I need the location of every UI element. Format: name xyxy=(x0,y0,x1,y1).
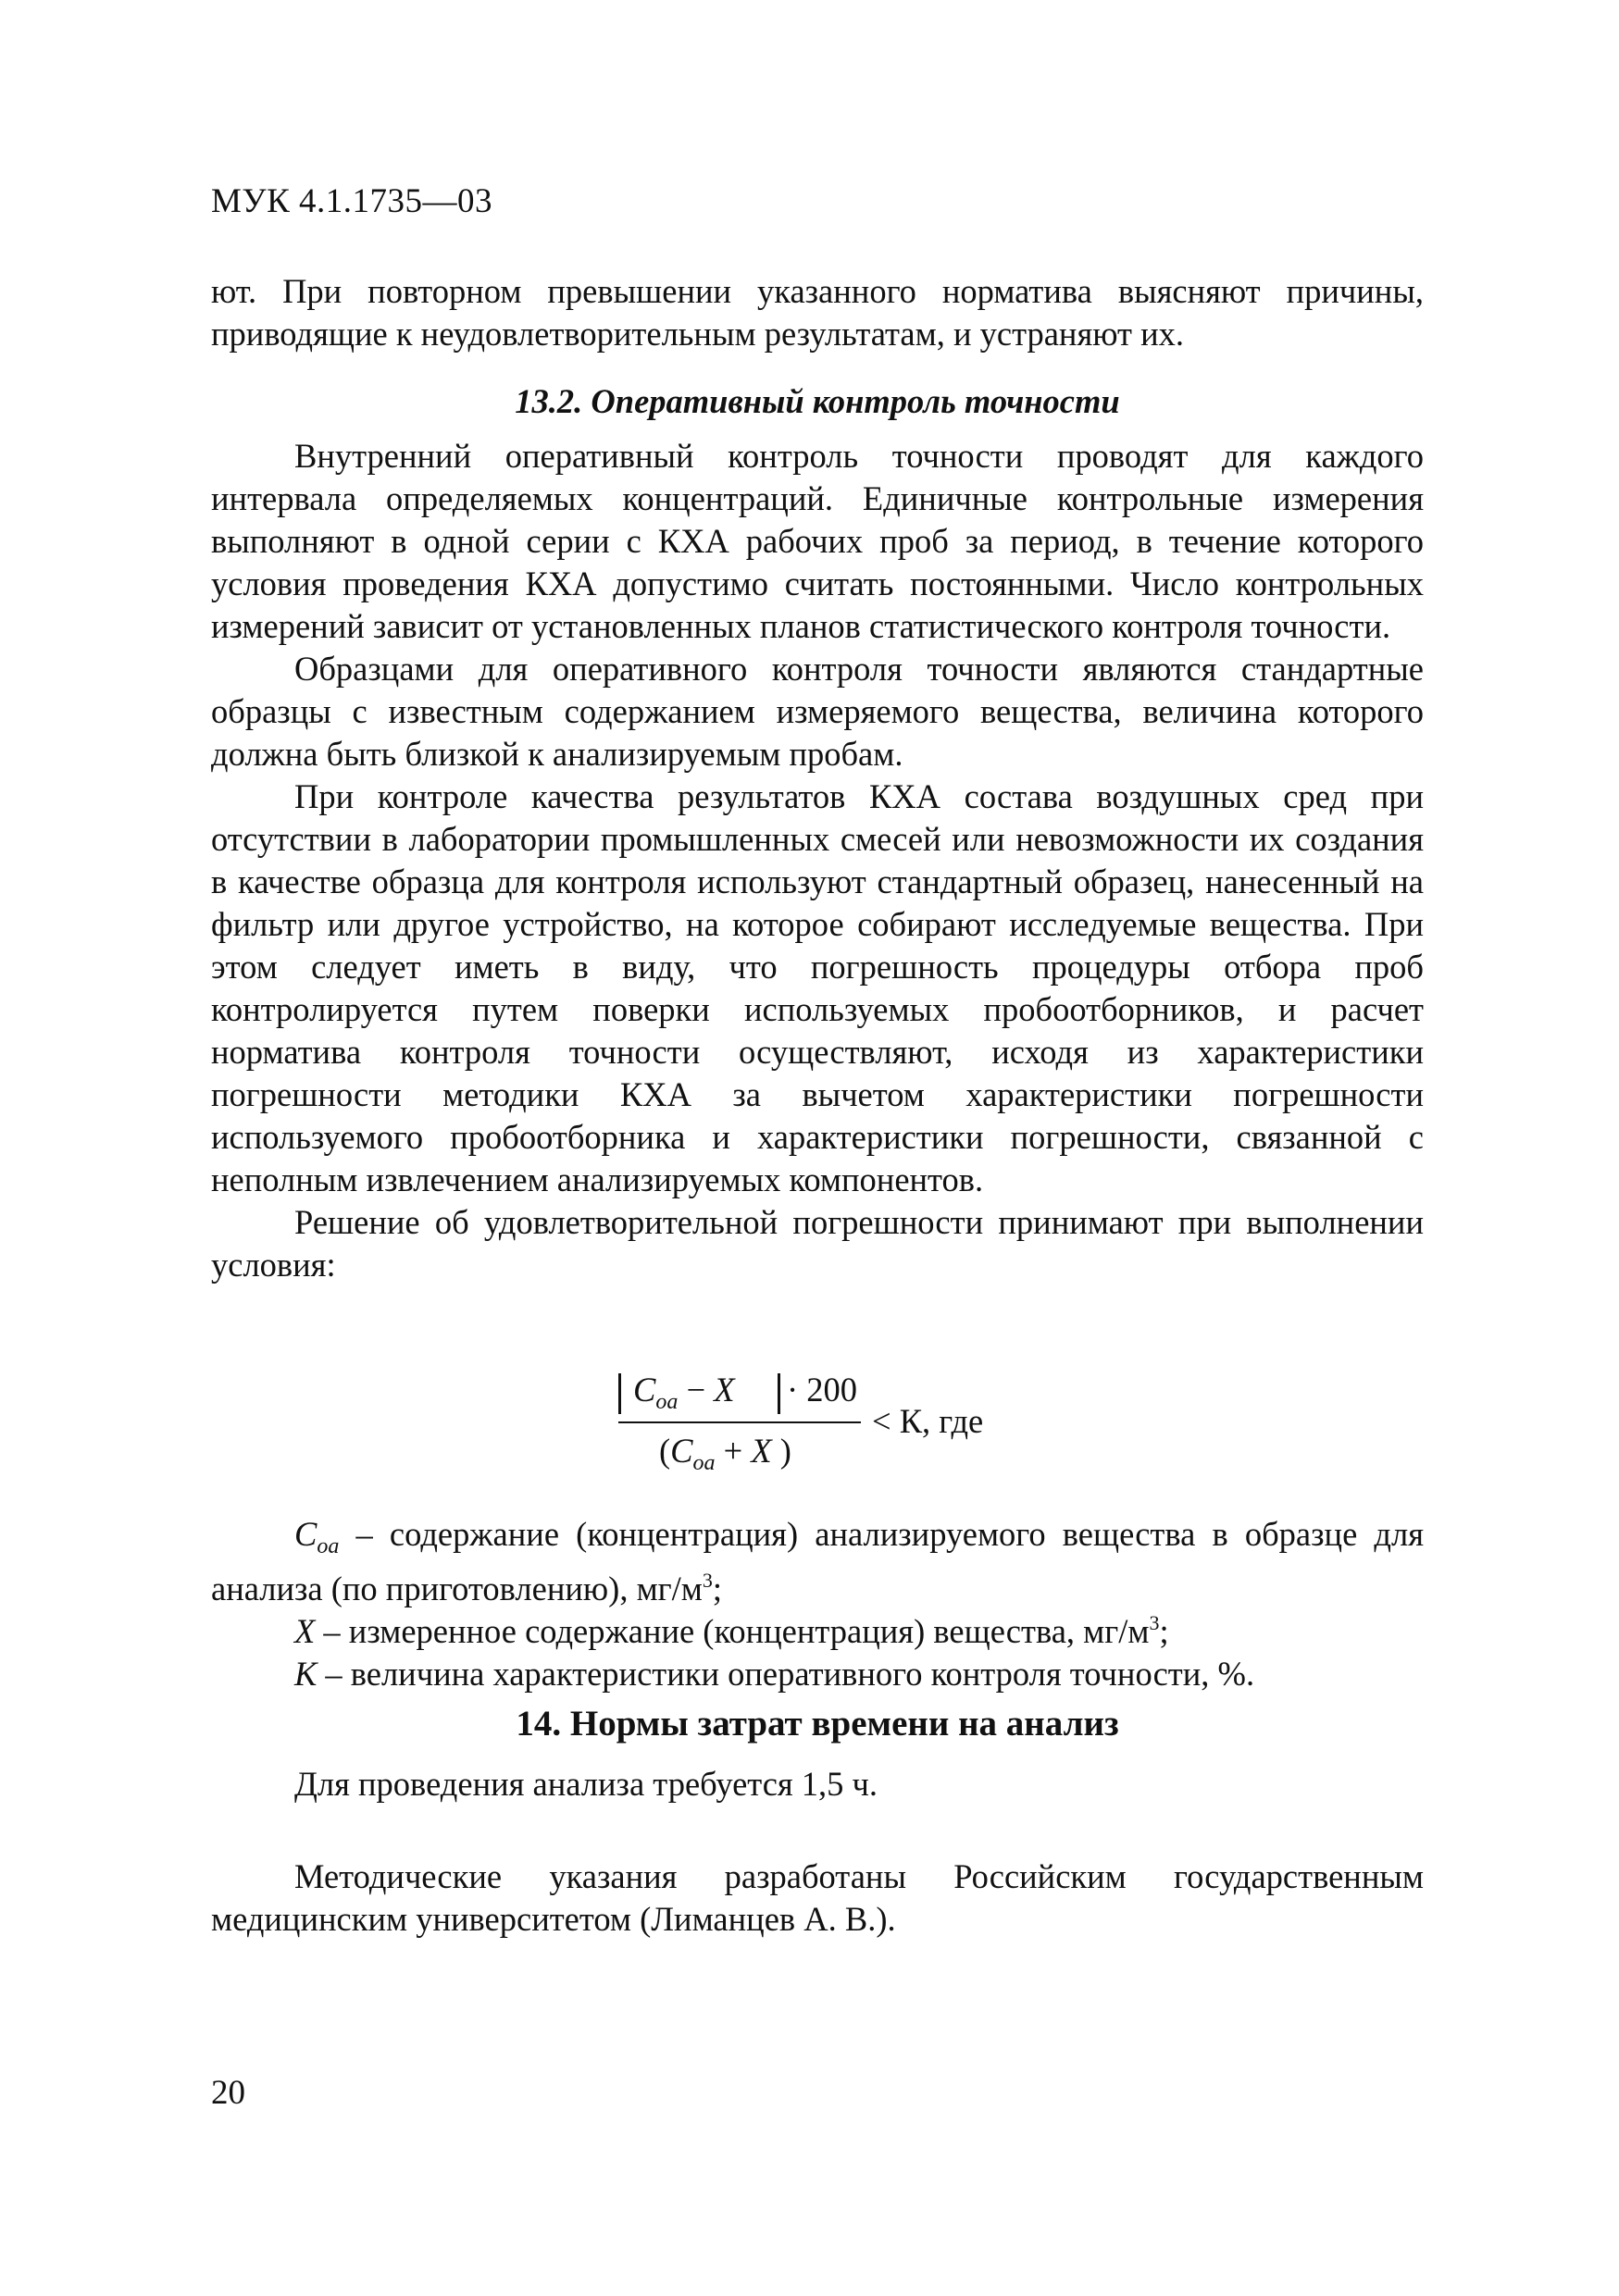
definition-k xyxy=(211,1653,1424,1695)
def-coa-tail: ; xyxy=(712,1570,723,1607)
accuracy-formula xyxy=(611,1370,1074,1499)
continued-paragraph: ют. При повторном превышении указанного норматива выясняют причины, приводящие к неудовлетворительным результатам, и устраняют их. xyxy=(211,272,1424,353)
fraction-line xyxy=(618,1421,861,1423)
definition-coa xyxy=(211,1513,1424,1610)
page-number: 20 xyxy=(211,2074,245,2112)
formula-den-c-symbol: C xyxy=(670,1432,693,1470)
def-coa-text: – содержание (концентрация) анализируемого вещества в образце для анализа (по приготовлению), мг/м xyxy=(211,1515,1424,1607)
section-14-title: 14. Нормы затрат времени на анализ xyxy=(516,1704,1119,1744)
definition-x xyxy=(211,1610,1424,1653)
formula-plus: + xyxy=(723,1432,743,1470)
def-x-tail: ; xyxy=(1159,1612,1169,1650)
formula-times-200: · 200 xyxy=(787,1371,858,1409)
paragraph-reference-samples: Образцами для оперативного контроля точности являются стандартные образцы с известным содержанием измеряемого вещества, величина которого должна быть близкой к анализируемым пробам. xyxy=(211,650,1424,773)
formula-den-x-symbol: X xyxy=(751,1432,772,1470)
subsection-title: 13.2. Оперативный контроль точности xyxy=(515,382,1120,420)
formula-den-c-subscript: оа xyxy=(692,1451,716,1475)
abs-bar-right xyxy=(778,1373,780,1414)
formula-c-symbol: C xyxy=(633,1371,656,1409)
formula-rhs: < К, где xyxy=(872,1402,984,1440)
paragraph-condition: Решение об удовлетворительной погрешности принимают при выполнении условия: xyxy=(211,1203,1424,1284)
def-k-symbol: К xyxy=(294,1655,318,1693)
def-x-symbol: X xyxy=(294,1612,316,1650)
formula-numerator xyxy=(633,1370,735,1416)
formula-minus: − xyxy=(686,1371,706,1409)
abs-bar-left xyxy=(618,1373,621,1414)
def-coa-subscript: оа xyxy=(317,1534,340,1558)
def-coa-sup: 3 xyxy=(702,1569,713,1592)
credits-block xyxy=(211,1855,1424,1941)
document-code-header: МУК 4.1.1735—03 xyxy=(211,182,493,220)
formula-c-subscript: оа xyxy=(655,1390,679,1414)
paragraph-internal-control: Внутренний оперативный контроль точности проводят для каждого интервала определяемых концентраций. Единичные контрольные измерения выполняют в одной серии с КХА рабочих проб за период, в течение которого условия проведения КХА допустимо считать постоянными. Число контрольных измерений зависит от установленных планов статистического контроля точности. xyxy=(211,437,1424,645)
def-x-text: – измеренное содержание (концентрация) вещества, мг/м xyxy=(315,1612,1150,1650)
formula-open-paren: ( xyxy=(659,1432,671,1470)
formula-definitions xyxy=(211,1513,1424,1695)
def-k-text: – величина характеристики оперативного контроля точности, %. xyxy=(317,1655,1255,1693)
main-text-block xyxy=(211,435,1424,1286)
formula-x-symbol: X xyxy=(714,1371,735,1409)
def-x-sup: 3 xyxy=(1149,1611,1160,1634)
paragraph-air-analysis: При контроле качества результатов КХА состава воздушных сред при отсутствии в лаборатории промышленных смесей или невозможности их создания в качестве образца для контроля используют стандартный образец, нанесенный на фильтр или другое устройство, на которое собирают исследуемые вещества. При этом следует иметь в виду, что погрешность процедуры отбора проб контролируется путем поверки используемых пробоотборников, и расчет норматива контроля точности осуществляют, исходя из характеристики погрешности методики КХА за вычетом характеристики погрешности используемого пробоотборника и характеристики погрешности, связанной с неполным извлечением анализируемых компонентов. xyxy=(211,777,1424,1198)
continued-paragraph-block xyxy=(211,270,1424,355)
formula-close-paren: ) xyxy=(779,1432,791,1470)
def-coa-symbol: C xyxy=(294,1515,318,1553)
section-14-text: Для проведения анализа требуется 1,5 ч. xyxy=(294,1765,878,1803)
credits-paragraph: Методические указания разработаны Российским государственным медицинским университетом (Лиманцев А. В.). xyxy=(211,1857,1424,1938)
formula-denominator xyxy=(659,1431,791,1476)
